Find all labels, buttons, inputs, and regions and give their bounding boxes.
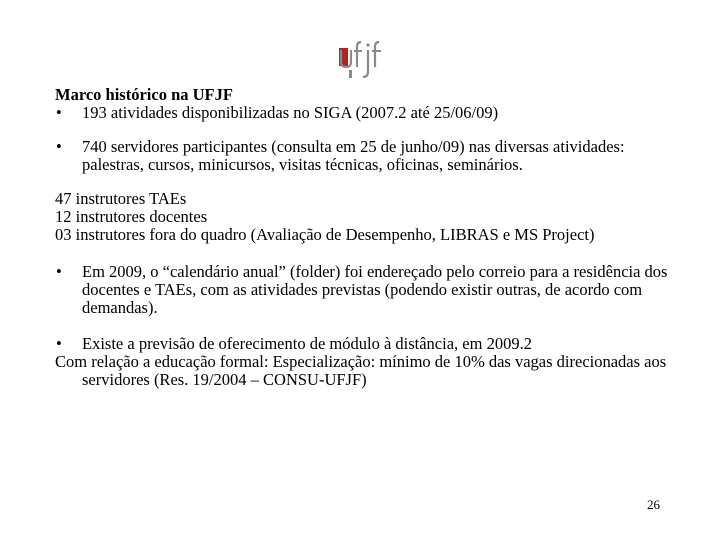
bullet-item <box>55 104 685 122</box>
bullet-text: 193 atividades disponibilizadas no SIGA (2007.2 até 25/06/09) <box>82 103 499 122</box>
formal-education-note: Com relação a educação formal: Especialização: mínimo de 10% das vagas direcionadas aos servidores (Res. 19/2004 – CONSU-UFJF) <box>55 352 667 389</box>
instructors-line: 12 instrutores docentes <box>55 207 208 226</box>
ufjf-logo-icon <box>333 36 393 80</box>
slide-content <box>55 86 685 389</box>
bullet-text: Em 2009, o “calendário anual” (folder) foi endereçado pelo correio para a residência dos docentes e TAEs, com as atividades previstas (podendo existir outras, de acordo com demandas). <box>82 262 668 317</box>
page-number: 26 <box>647 497 660 512</box>
bullet-dot: • <box>56 334 62 353</box>
bullet-dot: • <box>56 103 62 122</box>
bullet-dot: • <box>56 262 62 281</box>
instructors-block <box>55 190 685 244</box>
bullet-item <box>55 138 685 174</box>
bullet-item <box>55 263 685 317</box>
bullet-item <box>55 335 685 353</box>
instructors-line: 47 instrutores TAEs <box>55 189 187 208</box>
ufjf-logo <box>333 36 393 80</box>
slide-heading: Marco histórico na UFJF <box>55 85 233 104</box>
bullet-text: Existe a previsão de oferecimento de módulo à distância, em 2009.2 <box>82 334 532 353</box>
instructors-line: 03 instrutores fora do quadro (Avaliação de Desempenho, LIBRAS e MS Project) <box>55 225 595 244</box>
bullet-text: 740 servidores participantes (consulta em 25 de junho/09) nas diversas atividades: palestras, cursos, minicursos, visitas técnicas, oficinas, seminários. <box>82 137 625 174</box>
bullet-dot: • <box>56 137 62 156</box>
